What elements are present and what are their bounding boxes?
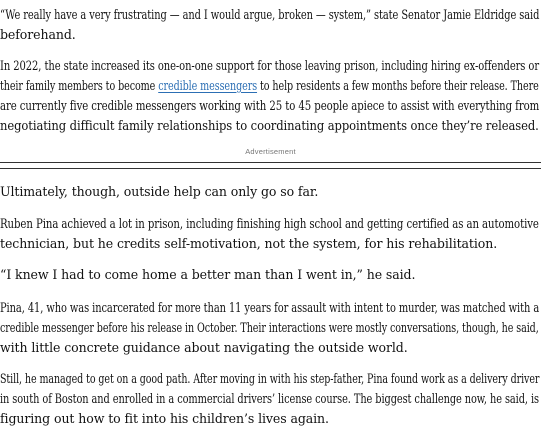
text-line: with little concrete guidance about navigating the outside world.: [0, 340, 408, 355]
paragraph-pina-background: [0, 298, 541, 358]
paragraph-eldridge-quote: [0, 5, 541, 45]
text-line: negotiating difficult family relationships to coordinating appointments once they’re released.: [0, 118, 539, 133]
text-line: [0, 76, 539, 96]
text-line: Ultimately, though, outside help can only go so far.: [0, 184, 319, 199]
advertisement-divider-top: [0, 162, 541, 163]
paragraph-state-support: [0, 56, 541, 136]
paragraph-pina-quote: [0, 265, 541, 285]
text-line: figuring out how to fit into his children’s lives again.: [0, 411, 329, 426]
text-line: credible messenger before his release in October. Their interactions were mostly conversations, though, he said,: [0, 320, 539, 335]
text-line: Pina, 41, who was incarcerated for more than 11 years for assault with intent to murder, was matched with a: [0, 300, 540, 315]
text-line: technician, but he credits self-motivation, not the system, for his rehabilitation.: [0, 236, 498, 251]
advertisement-divider-bottom: [0, 168, 541, 169]
paragraph-good-path: [0, 369, 541, 429]
credible-messengers-link[interactable]: credible messengers: [158, 78, 258, 93]
text-line: Still, he managed to get on a good path. After moving in with his step-father, Pina found work as a delivery driver: [0, 371, 540, 386]
text-line: in south of Boston and enrolled in a commercial drivers’ license course. The biggest challenge now, he said, is: [0, 391, 539, 406]
advertisement-label: Advertisement: [245, 147, 296, 156]
text-line: “I knew I had to come home a better man than I went in,” he said.: [0, 267, 416, 282]
text-line: “We really have a very frustrating — and I would argue, broken — system,” state Senator Jamie Eldridge said: [0, 7, 540, 22]
text-segment: to help residents a few months before their release. There: [257, 78, 539, 93]
paragraph-outside-help: [0, 182, 541, 202]
text-segment: their family members to become: [0, 78, 159, 93]
text-line: beforehand.: [0, 27, 76, 42]
text-line: are currently five credible messengers working with 25 to 45 people apiece to assist with everything from: [0, 98, 540, 113]
text-line: Ruben Pina achieved a lot in prison, including finishing high school and getting certified as an automotive: [0, 216, 539, 231]
text-line: In 2022, the state increased its one-on-one support for those leaving prison, including hiring ex-offenders or: [0, 58, 540, 73]
paragraph-ruben-pina: [0, 214, 541, 254]
